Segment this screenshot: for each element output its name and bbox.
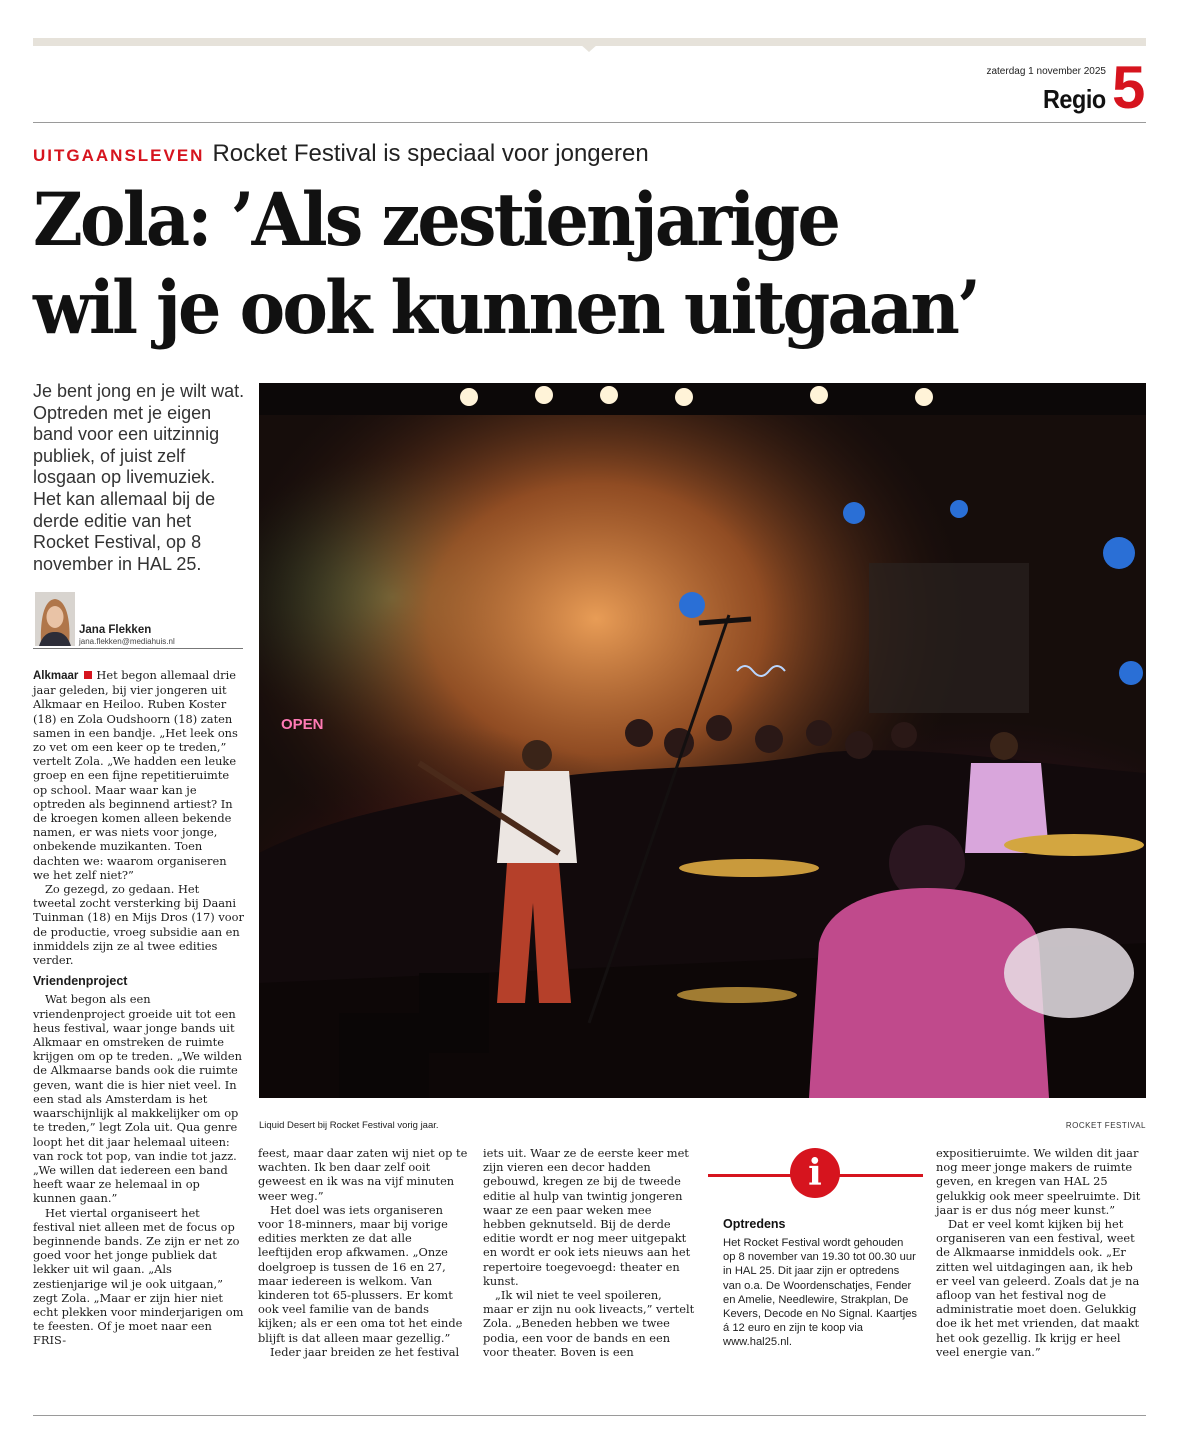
photo-caption: Liquid Desert bij Rocket Festival vorig jaar. xyxy=(259,1120,439,1131)
footer-rule xyxy=(33,1415,1146,1416)
body-paragraph: Dat er veel komt kijken bij het organiseren van een festival, weet de Alkmaarse inmiddels ook. „Er zitten wel uitdagingen aan, ik heb er veel van geleerd. Zoals dat je na afloop van het festival nog de administratie moet doen. Gelukkig doe ik het met vrienden, dat maakt het ook gezellig. Ik krijg er heel veel energie van.” xyxy=(936,1217,1140,1359)
headline-line-2: wil je ook kunnen uitgaan’ xyxy=(33,265,979,351)
kicker-text: Rocket Festival is speciaal voor jongeren xyxy=(212,140,649,167)
kicker xyxy=(33,140,649,168)
info-box-title: Optredens xyxy=(723,1217,786,1231)
photo-credit: ROCKET FESTIVAL xyxy=(1065,1121,1146,1130)
body-paragraph: Wat begon als een vriendenproject groeide uit tot een heus festival, waar jonge bands uit Alkmaar en omstreken de ruimte krijgen om op te treden. „We wilden de Alkmaarse bands ook die ruimte geven, want die is hier niet veel. In een stad als Amsterdam is het waarschijnlijk al makkelijker om op te treden,” legt Zola uit. Qua genre loopt het dit jaar helemaal uiteen: van rock tot pop, van indie tot jazz. „We willen dat iedereen een band heeft waar ze helemaal in op kunnen gaan.” xyxy=(33,992,242,1206)
body-column-4 xyxy=(936,1146,1146,1359)
article-intro: Je bent jong en je wilt wat. Optreden met je eigen band voor een uitzinnig publiek, of juist zelf losgaan op livemuziek. Het kan allemaal bij de derde editie van het Rocket Festival, op 8 november in HAL 25. xyxy=(33,381,245,574)
body-column-3 xyxy=(483,1146,695,1359)
info-box-text: Het Rocket Festival wordt gehouden op 8 november van 19.30 tot 00.30 uur in HAL 25. Dit jaar zijn er optredens van o.a. De Woordenschatjes, Fender en Amelie, Needlewire, Strakplan, De Kevers, Decode en No Signal. Kaartjes á 12 euro en zijn te koop via www.hal25.nl. xyxy=(723,1237,918,1349)
top-band-notch xyxy=(580,44,598,52)
author-photo xyxy=(35,592,75,646)
author-name: Jana Flekken xyxy=(79,624,152,636)
open-sign: OPEN xyxy=(281,716,324,733)
body-column-2 xyxy=(258,1146,468,1359)
body-paragraph: expositieruimte. We wilden dit jaar nog meer jonge makers de ruimte geven, en kregen van HAL 25 gelukkig ook meer speelruimte. Dit jaar is er dus nóg meer kunst.” xyxy=(936,1146,1141,1217)
body-paragraph: Alkmaar Het begon allemaal drie jaar geleden, bij vier jongeren uit Alkmaar en Heiloo. Ruben Koster (18) en Zola Oudshoorn (18) zaten samen in een bandje. „Het leek ons zo vet om een keer op te treden,” vertelt Zola. „We hadden een leuke groep en een fijne repetitieruimte op school. Maar waar kan je optreden als beginnend artiest? In de kroegen komen alleen bekende namen, er was niets voor jonge, onbekende muzikanten. Toen dachten we: waarom organiseren we het zelf niet?” xyxy=(33,668,238,882)
square-bullet-icon xyxy=(84,671,92,679)
kicker-label: UITGAANSLEVEN xyxy=(33,146,205,165)
body-paragraph: „Ik wil niet te veel spoileren, maar er zijn nu ook liveacts,” vertelt Zola. „Beneden hebben we twee podia, een voor de bands en een voor theater. Boven is een xyxy=(483,1288,695,1359)
header-rule xyxy=(33,122,1146,123)
body-paragraph: Het viertal organiseert het festival niet alleen met de focus op beginnende bands. Ze zijn er net zo goed voor het jonge publiek dat lekker uit wil gaan. „Als zestienjarige wil je ook uitgaan,” zegt Zola. „Maar er zijn hier niet echt plekken voor minderjarigen om te feesten. Of je moet naar een FRIS- xyxy=(33,1205,244,1348)
body-paragraph: feest, maar daar zaten wij niet op te wachten. Ik ben daar zelf ooit geweest en ik was na vijf minuten weer weg.” xyxy=(258,1146,468,1203)
concert-photo xyxy=(259,383,1146,1098)
publication-date: zaterdag 1 november 2025 xyxy=(986,66,1106,77)
body-column-1 xyxy=(33,668,245,1348)
author-email[interactable]: jana.flekken@mediahuis.nl xyxy=(79,637,175,646)
dateline: Alkmaar xyxy=(33,670,79,682)
body-paragraph: iets uit. Waar ze de eerste keer met zijn vieren een decor hadden gebouwd, kregen ze bij de tweede editie al hulp van twintig jongeren waar ze een paar weken mee hebben geknutseld. Bij de derde editie wordt er nog meer uitgepakt en wordt er ook iets nieuws aan het repertoire toegevoegd: theater en kunst. xyxy=(483,1146,691,1288)
body-paragraph: Het doel was iets organiseren voor 18-minners, maar bij vorige edities merkten ze dat alle leeftijden erop afkwamen. „Onze doelgroep is tussen de 16 en 27, maar iedereen is welkom. Van kinderen tot 65-plussers. Er komt ook veel familie van de bands kijken; als er een oma tot het einde blijft is dat alleen maar gezellig.” xyxy=(258,1202,463,1345)
body-paragraph: Ieder jaar breiden ze het festival xyxy=(270,1344,460,1359)
byline-rule xyxy=(33,648,243,649)
subhead: Vriendenproject xyxy=(33,974,128,989)
page-number: 5 xyxy=(1112,54,1146,121)
section-name: Regio xyxy=(1043,84,1106,114)
headline-line-1: Zola: ’Als zestienjarige xyxy=(33,177,839,263)
info-icon: i xyxy=(790,1148,840,1198)
body-paragraph: Zo gezegd, zo gedaan. Het tweetal zocht versterking bij Daani Tuinman (18) en Mijs Dros (17) voor de productie, vroeg subsidie aan en inmiddels zijn ze al twee edities verder. xyxy=(33,882,244,968)
